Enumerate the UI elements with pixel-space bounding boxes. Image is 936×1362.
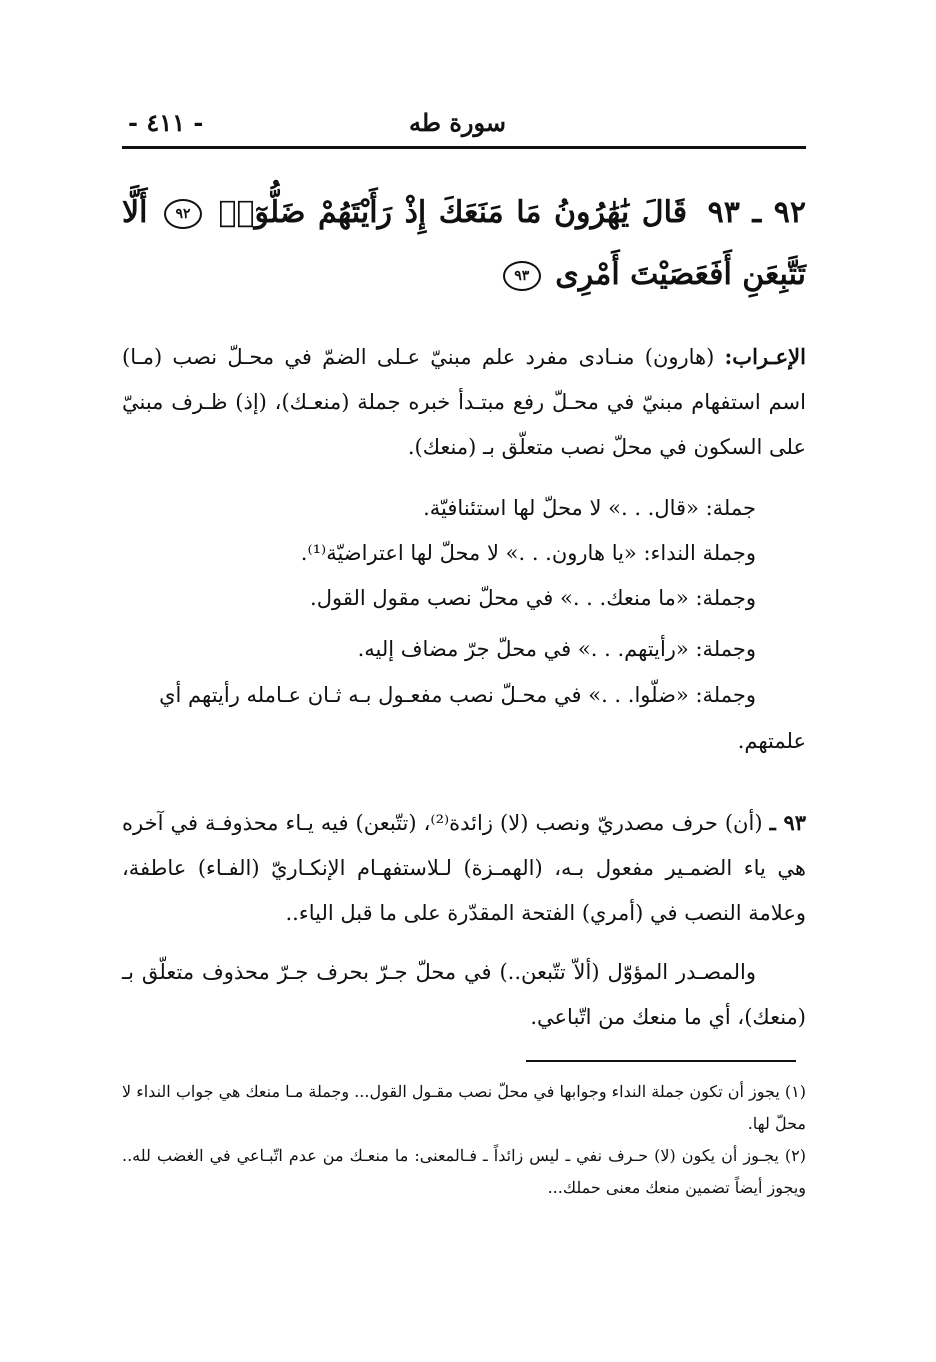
- irab-text: (هارون) منـادى مفرد علم مبنيّ عـلى الضمّ في محـلّ نصب (مـا) اسم استفهام مبنيّ في محـلّ رفع مبتـدأ خبره جملة (منعـك)، (إذ) ظـرف مبنيّ على السكون في محلّ نصب متعلّق بـ (منعك).: [122, 345, 806, 459]
- surah-title: سورة طه: [409, 108, 506, 137]
- sentence-item: وجملة النداء: «يا هارون. . .» لا محلّ لها اعتراضيّة⁽¹⁾.: [300, 541, 756, 565]
- irab-paragraph: [122, 334, 806, 470]
- verse-text-part-1: قَالَ يَٰهَٰرُونُ مَا مَنَعَكَ إِذْ رَأَيْتَهُمْ ضَلُّوٓا۟: [218, 195, 688, 230]
- irab-label: الإعـراب:: [724, 344, 806, 369]
- sentence-item: وجملة: «ما منعك. . .» في محلّ نصب مقول القول.: [310, 586, 756, 610]
- verse-end-marker-92: ٩٢: [164, 199, 202, 229]
- footnote-1: (١) يجوز أن تكون جملة النداء وجوابها في محلّ نصب مقـول القول... وجملة مـا منعك هي جواب النداء لا محلّ لها.: [122, 1082, 806, 1133]
- verse-text-part-2: أَلَّا تَتَّبِعَنِ أَفَعَصَيْتَ أَمْرِى: [122, 195, 806, 292]
- sentence-item: وجملة: «رأيتهم. . .» في محلّ جرّ مضاف إليه.: [357, 637, 756, 661]
- verse-end-marker-93: ٩٣: [503, 261, 541, 291]
- sentences-list: [122, 486, 806, 764]
- masdar-paragraph: والمصـدر المؤوّل (ألاّ تتّبعن..) في محلّ جـرّ بحرف جـرّ محذوف متعلّق بـ (منعك)، أي ما منعك من اتّباعي.: [122, 960, 806, 1029]
- verse-93-text: (أن) حرف مصدريّ ونصب (لا) زائدة⁽²⁾، (تتّبعن) فيه يـاء محذوفـة في آخره هي ياء الضمـير مفعول بـه، (الهمـزة) لـلاستفهـام الإنكـاريّ (الفـاء) عاطفة، وعلامة النصب في (أمري) الفتحة المقدّرة على ما قبل الياء..: [122, 811, 806, 925]
- footnotes: [122, 1076, 806, 1204]
- footnote-2: (٢) يجـوز أن يكون (لا) حـرف نفي ـ ليس زائداً ـ فـالمعنى: ما منعـك من عدم اتّبـاعي في الغضب لله.. ويجوز أيضاً تضمين منعك معنى حملك...: [122, 1146, 806, 1197]
- page-number: - ٤١١ -: [128, 108, 204, 137]
- page-header: [122, 108, 806, 149]
- verse-number-range: ٩٢ ـ ٩٣: [707, 195, 806, 230]
- sentence-item-continuation: علمتهم.: [737, 729, 806, 753]
- verse-93-number: ٩٣ ـ: [769, 810, 806, 835]
- verse-93-paragraph: [122, 800, 806, 936]
- quran-verse: [122, 182, 806, 306]
- footnote-separator: [526, 1060, 796, 1062]
- sentence-item: جملة: «قال. . .» لا محلّ لها استئنافيّة.: [423, 496, 756, 520]
- sentence-item: وجملة: «ضلّوا. . .» في محـلّ نصب مفعـول بـه ثـان عـامله رأيتهم أي: [159, 683, 756, 707]
